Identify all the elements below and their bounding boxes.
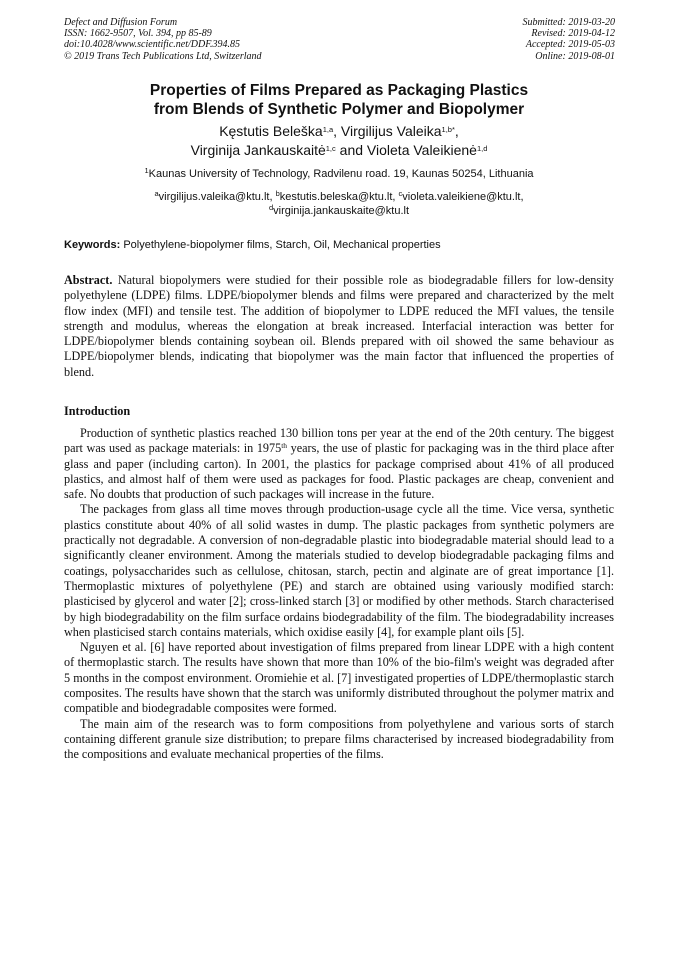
keywords (64, 238, 616, 252)
abstract (64, 273, 614, 380)
issn-line: ISSN: 1662-9507, Vol. 394, pp 85-89 (64, 28, 212, 40)
author-affil-mark: 1,c (325, 144, 336, 153)
abstract-label: Abstract. (64, 273, 113, 287)
author-separator: , (333, 123, 338, 139)
intro-paragraph-1 (64, 426, 614, 502)
author-affil-mark: 1,b* (441, 125, 455, 134)
email-separator: , (520, 191, 524, 203)
affiliation (40, 167, 638, 181)
journal-name: Defect and Diffusion Forum (64, 17, 178, 28)
introduction-heading: Introduction (64, 404, 131, 418)
intro-paragraph-3: Nguyen et al. [6] have reported about investigation of films prepared from linear LDPE with a high content of thermoplastic starch. The results have shown that more than 10% of the bio-film's weight was degraded after 5 months in the compost environment. Oromiehie et al. [7] investigated properties of LDPE/thermoplastic starch composites. The results have shown that the starch was uniformly distributed throughout the polymer matrix and compatible and biodegradable composites were formed. (64, 640, 614, 716)
email-address: kestutis.beleska@ktu.lt (279, 191, 393, 203)
doi-line: doi:10.4028/www.scientific.net/DDF.394.85 (64, 39, 241, 51)
email-separator: , (392, 191, 396, 203)
intro-paragraph-1-text-cont: years, the use of plastic for packaging was in the third place after glass and paper (including carton). In 2001, the plastics for package comprised about 41% of all produced plastics, and almost half of them were used as packages for food. Plastic packages are cheap, convenient and safe. No doubts that production of such packages will increase in the future. (64, 441, 614, 502)
email-address: violeta.valeikiene@ktu.lt (402, 191, 521, 203)
email-mark: c (398, 189, 403, 198)
author-conjunction: and (339, 142, 364, 158)
email-address: virginija.jankauskaite@ktu.lt (273, 205, 410, 217)
email-mark: a (154, 189, 159, 198)
intro-paragraph-1-text: Production of synthetic plastics reached 130 billion tons per year at the end of the 20th century. The biggest part was used as package materials: in 1975 (64, 426, 614, 456)
email-mark: d (268, 203, 274, 212)
revised-date: Revised: 2019-04-12 (531, 28, 615, 40)
email-separator: , (269, 191, 273, 203)
email-line-2 (40, 204, 638, 218)
abstract-text: Natural biopolymers were studied for their possible role as biodegradable fillers for low-density polyethylene (LDPE) films. LDPE/biopolymer blends and films were prepared and characterized by the melt flow index (MFI) and tensile test. The addition of biopolymer to LDPE reduced the MFI values, the tensile strength and modulus, whereas the elongation at break increased. Interfacial interaction was better for LDPE/biopolymer blends containing soybean oil. Blends prepared with oil showed the same behaviour as LDPE/biopolymer blends, indicating that biopolymer was the main factor that influenced the properties of blend. (64, 273, 615, 379)
introduction-body (64, 426, 614, 763)
copyright-line: © 2019 Trans Tech Publications Ltd, Switzerland (64, 50, 262, 62)
email-line-1 (40, 190, 638, 204)
author-line-2 (40, 141, 638, 160)
author-affil-mark: 1,a (322, 125, 334, 134)
author-affil-mark: 1,d (476, 144, 488, 153)
title-line-2: from Blends of Synthetic Polymer and Biopolymer (153, 101, 525, 118)
online-date: Online: 2019-08-01 (535, 50, 615, 62)
author-line-1 (40, 122, 638, 141)
author-list (40, 122, 638, 160)
title-line-1: Properties of Films Prepared as Packaging Plastics (149, 82, 529, 99)
author-name: Violeta Valeikienė (366, 142, 477, 158)
affiliation-text: Kaunas University of Technology, Radvilenu road. 19, Kaunas 50254, Lithuania (148, 168, 534, 180)
journal-info (64, 17, 262, 62)
accepted-date: Accepted: 2019-05-03 (525, 39, 615, 51)
keywords-text: Polyethylene-biopolymer films, Starch, Oil, Mechanical properties (123, 239, 441, 251)
submitted-date: Submitted: 2019-03-20 (522, 17, 615, 28)
email-address: virgilijus.valeika@ktu.lt (158, 191, 270, 203)
affiliation-mark: 1 (144, 166, 149, 175)
author-name: Kęstutis Beleška (219, 123, 323, 139)
intro-paragraph-2: The packages from glass all time moves through production-usage cycle all the time. Vice versa, synthetic plastics constitute about 40% of all solid wastes in dump. The plastic packages from synthetic polymers are practically not degradable. A conversion of non-degradable plastic into biodegradable material should lead to a significantly cleaner environment. Among the materials studied to develop biodegradable packaging films and coatings, polysaccharides such as cellulose, chitosan, starch, pectin and alginate are of great importance [1]. Thermoplastic mixtures of polyethylene (PE) and starch are obtained using variously modified starch: plasticised by glycerol and water [2]; cross-linked starch [3] or modified by other methods. Starch characterised by high biodegradability on the film surface ordains biodegradability of the film. The biodegradability increases when plasticised starch contains materials, which oxidise easily [4], for example plant oils [5]. (64, 502, 614, 639)
author-name: Virginija Jankauskaitė (190, 142, 326, 158)
author-name: Virgilijus Valeika (340, 123, 442, 139)
author-separator: , (454, 123, 459, 139)
ordinal-suffix: th (281, 441, 288, 451)
paper-title (40, 81, 638, 119)
keywords-label: Keywords: (64, 239, 121, 251)
email-list (40, 190, 638, 218)
submission-dates (523, 17, 616, 62)
email-mark: b (275, 189, 280, 198)
intro-paragraph-4: The main aim of the research was to form compositions from polyethylene and various sorts of starch containing different granule size distribution; to prepare films characterised by increased biodegradability from the compositions and evaluate mechanical properties of the films. (64, 716, 614, 762)
